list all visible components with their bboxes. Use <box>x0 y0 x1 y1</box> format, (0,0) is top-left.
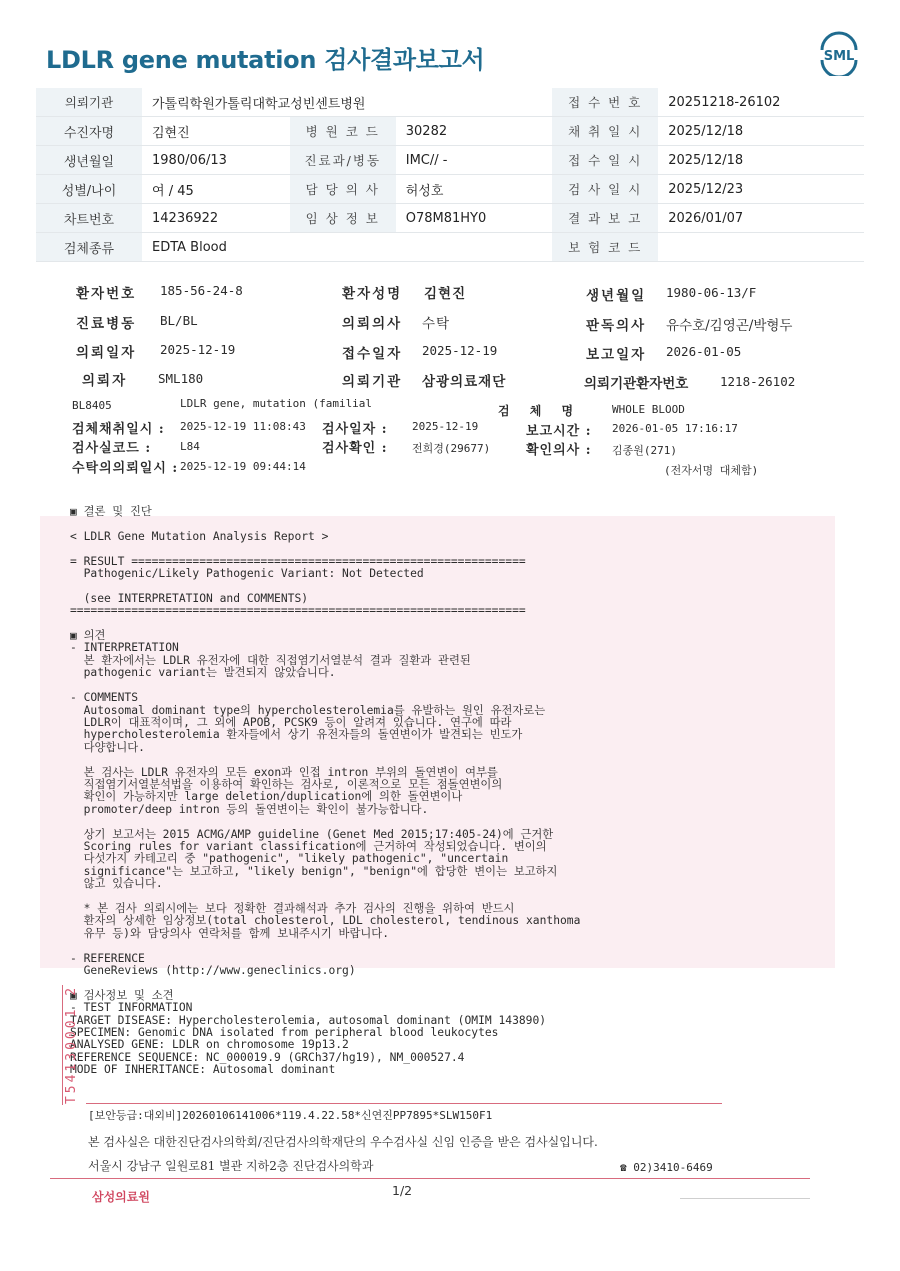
birth-label: 생년월일 <box>586 288 647 304</box>
header-row <box>36 204 864 233</box>
patient-no: 185-56-24-8 <box>160 283 243 298</box>
header-label: 검체종류 <box>36 233 142 262</box>
header-label: 병 원 코 드 <box>290 117 396 146</box>
report-line: SPECIMEN: Genomic DNA isolated from peripheral blood leukocytes <box>70 1026 499 1040</box>
header-info-table <box>36 88 864 262</box>
lab-code-label: 검사실코드 : <box>72 441 152 456</box>
logo-text: SML <box>823 49 855 64</box>
report-line: ANALYSED GENE: LDLR on chromosome 19p13.2 <box>70 1038 349 1052</box>
report-line <box>70 580 860 592</box>
report-line: ▣ 검사정보 및 소견 <box>70 988 174 1002</box>
header-label: 담 당 의 사 <box>290 175 396 204</box>
test-date-label: 검사일자 : <box>322 422 388 437</box>
header-label: 진료과/병동 <box>290 146 396 175</box>
report-line <box>70 977 860 989</box>
reader-label: 판독의사 <box>586 318 647 334</box>
header-label: 성별/나이 <box>36 175 142 204</box>
patient-name: 김현진 <box>424 286 467 302</box>
report-line <box>70 754 860 766</box>
header-label: 임 상 정 보 <box>290 204 396 233</box>
report-line: TARGET DISEASE: Hypercholesterolemia, autosomal dominant (OMIM 143890) <box>70 1013 547 1027</box>
report-line: 않고 있습니다. <box>70 877 163 891</box>
ref-inst-no-label: 의뢰기관환자번호 <box>584 376 689 392</box>
security-divider <box>86 1103 722 1104</box>
report-line: Autosomal dominant type의 hypercholesterolemia를 유발하는 원인 유전자로는 <box>70 703 546 717</box>
report-line: significance"는 보고하고, "likely benign", "benign"에 합당한 변이는 보고하지 <box>70 864 558 878</box>
header-value: 여 / 45 <box>142 175 290 204</box>
report-line: (see INTERPRETATION and COMMENTS) <box>70 591 309 605</box>
report-date-label: 보고일자 <box>586 347 647 363</box>
header-label: 의뢰기관 <box>36 88 142 117</box>
collect-value: 2025-12-19 11:08:43 <box>180 420 306 433</box>
collect-label: 검체채취일시 : <box>72 422 165 437</box>
ref-doctor-value: 수탁 <box>422 316 451 332</box>
header-row <box>36 88 864 117</box>
test-code: BL8405 <box>72 399 112 412</box>
report-line: < LDLR Gene Mutation Analysis Report > <box>70 529 329 543</box>
birth-value: 1980-06-13/F <box>666 285 757 300</box>
report-line: 환자의 상세한 임상정보(total cholesterol, LDL cholesterol, tendinous xanthoma <box>70 914 581 928</box>
header-row <box>36 175 864 204</box>
side-code <box>56 984 80 1105</box>
report-line: 본 검사는 LDLR 유전자의 모든 exon과 인접 intron 부위의 돌연변이 여부를 <box>70 765 498 779</box>
esign-note: (전자서명 대체함) <box>664 464 759 477</box>
specimen-label: 검 체 명 <box>498 404 582 418</box>
header-value: 20251218-26102 <box>658 88 864 117</box>
report-line <box>70 680 860 692</box>
report-body <box>70 506 860 1077</box>
header-label: 채 취 일 시 <box>552 117 658 146</box>
lab-code-value: L84 <box>180 440 200 453</box>
confirm-doc-label: 확인의사 : <box>526 443 592 458</box>
footer-divider <box>50 1178 810 1179</box>
report-line: Pathogenic/Likely Pathogenic Variant: Not Detected <box>70 567 424 581</box>
header-value: 가톨릭학원가톨릭대학교성빈센트병원 <box>142 88 552 117</box>
header-label: 결 과 보 고 <box>552 204 658 233</box>
ref-inst-no: 1218-26102 <box>720 374 796 389</box>
report-line: REFERENCE SEQUENCE: NC_000019.9 (GRCh37/hg19), NM_000527.4 <box>70 1050 465 1064</box>
report-line: 다양합니다. <box>70 740 145 754</box>
sml-logo <box>816 30 862 76</box>
report-line: ▣ 의견 <box>70 629 106 643</box>
consign-value: 2025-12-19 09:44:14 <box>180 460 306 473</box>
report-line <box>70 618 860 630</box>
page-number: 1/2 <box>392 1183 413 1198</box>
header-value: 30282 <box>396 117 552 146</box>
ward-label: 진료병동 <box>76 316 137 332</box>
cert-line: 본 검사실은 대한진단검사의학회/진단검사의학재단의 우수검사실 신임 인증을 받은 검사실입니다. <box>88 1135 598 1149</box>
specimen-value: WHOLE BLOOD <box>612 403 685 416</box>
report-line: = RESULT ========================================================== <box>70 554 526 568</box>
report-line: ▣ 결론 및 진단 <box>70 505 152 518</box>
report-date: 2026-01-05 <box>666 344 742 359</box>
confirm-doc-value: 김종원(271) <box>612 444 677 457</box>
req-date-label: 의뢰일자 <box>76 345 137 361</box>
report-line: - TEST INFORMATION <box>70 1001 193 1015</box>
report-line: * 본 검사 의뢰시에는 보다 정확한 결과해석과 추가 검사의 진행을 위하여 반드시 <box>70 902 515 915</box>
side-code-text: T54130001 2 <box>64 984 80 1105</box>
report-line <box>70 543 860 555</box>
report-time-value: 2026-01-05 17:16:17 <box>612 422 738 435</box>
header-label: 차트번호 <box>36 204 142 233</box>
req-date: 2025-12-19 <box>160 342 236 357</box>
footer-rule <box>680 1198 810 1199</box>
consign-label: 수탁의의뢰일시 : <box>72 461 179 476</box>
header-label: 접 수 일 시 <box>552 146 658 175</box>
header-label: 수진자명 <box>36 117 142 146</box>
report-line: 상기 보고서는 2015 ACMG/AMP guideline (Genet Med 2015;17:405-24)에 근거한 <box>70 827 554 841</box>
report-line: MODE OF INHERITANCE: Autosomal dominant <box>70 1063 336 1077</box>
report-line: - INTERPRETATION <box>70 641 179 655</box>
report-line: - REFERENCE <box>70 951 145 965</box>
report-line: GeneReviews (http://www.geneclinics.org) <box>70 964 356 978</box>
header-row <box>36 233 864 262</box>
header-label: 검 사 일 시 <box>552 175 658 204</box>
header-label: 보 험 코 드 <box>552 233 658 262</box>
ward-value: BL/BL <box>160 313 198 328</box>
header-value: 김현진 <box>142 117 290 146</box>
header-value: 2025/12/18 <box>658 146 864 175</box>
reader-value: 유수호/김영곤/박형두 <box>666 318 793 334</box>
report-line: promoter/deep intron 등의 돌연변이는 확인이 불가능합니다. <box>70 802 429 816</box>
header-label: 접 수 번 호 <box>552 88 658 117</box>
test-date-value: 2025-12-19 <box>412 420 479 433</box>
requester-label: 의뢰자 <box>82 373 128 389</box>
ref-doctor-label: 의뢰의사 <box>342 316 403 332</box>
header-value: EDTA Blood <box>142 233 552 262</box>
header-value: 1980/06/13 <box>142 146 290 175</box>
requester-value: SML180 <box>158 371 204 386</box>
ref-inst-value: 삼광의료재단 <box>422 374 507 390</box>
report-line: 유무 등)와 담당의사 연락처를 함께 보내주시기 바랍니다. <box>70 926 390 940</box>
address-line: 서울시 강남구 일원로81 별관 지하2층 진단검사의학과 <box>88 1159 374 1173</box>
report-line: pathogenic variant는 발견되지 않았습니다. <box>70 666 336 680</box>
test-name: LDLR gene, mutation (familial <box>180 397 373 410</box>
ref-inst-label: 의뢰기관 <box>342 374 403 390</box>
report-line: =================================================================== <box>70 604 526 618</box>
header-value: 2026/01/07 <box>658 204 864 233</box>
report-line: LDLR이 대표적이며, 그 외에 APOB, PCSK9 등이 알려져 있습니다. 연구에 따라 <box>70 715 512 729</box>
header-value: 허성호 <box>396 175 552 204</box>
report-line <box>70 940 860 952</box>
recv-date-label: 접수일자 <box>342 346 403 362</box>
report-line: hypercholesterolemia 환자들에서 상기 유전자들의 돌연변이가 발견되는 빈도가 <box>70 728 523 742</box>
header-row <box>36 146 864 175</box>
report-line <box>70 816 860 828</box>
header-value: 14236922 <box>142 204 290 233</box>
footer-brand: 삼성의료원 <box>92 1190 150 1204</box>
header-value: 2025/12/23 <box>658 175 864 204</box>
header-value: IMC// - <box>396 146 552 175</box>
report-line: 확인이 가능하지만 large deletion/duplication에 의한 돌연변이나 <box>70 790 463 804</box>
report-line: 본 환자에서는 LDLR 유전자에 대한 직접염기서열분석 결과 질환과 관련된 <box>70 653 471 667</box>
header-row <box>36 117 864 146</box>
patient-name-label: 환자성명 <box>342 286 403 302</box>
patient-no-label: 환자번호 <box>76 286 137 302</box>
phone-line: ☎ 02)3410-6469 <box>620 1161 713 1174</box>
header-value: O78M81HY0 <box>396 204 552 233</box>
report-line: Scoring rules for variant classification에 근거하여 작성되었습니다. 변이의 <box>70 839 547 853</box>
report-line: 다섯가지 카테고리 중 "pathogenic", "likely pathogenic", "uncertain <box>70 852 509 866</box>
header-label: 생년월일 <box>36 146 142 175</box>
report-time-label: 보고시간 : <box>526 424 592 439</box>
page-title: LDLR gene mutation 검사결과보고서 <box>46 46 485 74</box>
report-line: - COMMENTS <box>70 691 139 705</box>
confirm-label: 검사확인 : <box>322 441 388 456</box>
header-value: 2025/12/18 <box>658 117 864 146</box>
header-value <box>658 233 864 262</box>
security-line: [보안등급:대외비]20260106141006*119.4.22.58*신연진PP7895*SLW150F1 <box>88 1109 493 1122</box>
confirm-value: 전희경(29677) <box>412 442 491 455</box>
report-line <box>70 518 860 530</box>
report-line: 직접염기서열분석법을 이용하여 확인하는 검사로, 이론적으로 모든 점돌연변이의 <box>70 777 503 791</box>
recv-date: 2025-12-19 <box>422 343 498 358</box>
